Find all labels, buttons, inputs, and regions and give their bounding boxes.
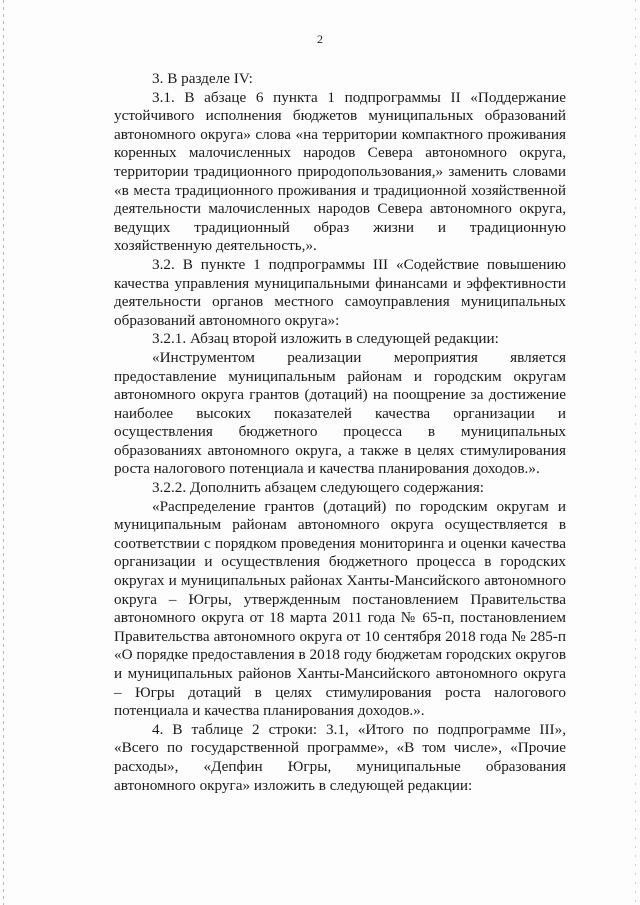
scan-edge-left [3,0,4,905]
document-body [114,70,566,795]
paragraph-4: 4. В таблице 2 строки: 3.1, «Итого по подпрограмме III», «Всего по государственной программе», «В том числе», «Прочие расходы», «Депфин Югры, муниципальные образования автономного округа» изложить в следующей редакции: [114,720,566,794]
page-number: 2 [317,32,323,46]
paragraph-quote-instrument: «Инструментом реализации мероприятия является предоставление муниципальным районам и городским округам автономного округа грантов (дотаций) на поощрение за достижение наиболее высоких показателей качества организации и осуществления бюджетного процесса в муниципальных образованиях автономного округа, а также в целях стимулирования роста налогового потенциала и качества планирования доходов.». [114,348,566,478]
paragraph-3-1: 3.1. В абзаце 6 пункта 1 подпрограммы II «Поддержание устойчивого исполнения бюджетов муниципальных образований автономного округа» слова «на территории компактного проживания коренных малочисленных народов Севера автономного округа, территории традиционного природопользования,» заменить словами «в места традиционного проживания и традиционной хозяйственной деятельности малочисленных народов Севера автономного округа, ведущих традиционный образ жизни и традиционную хозяйственную деятельность,». [114,88,566,255]
paragraph-3-2-1: 3.2.1. Абзац второй изложить в следующей редакции: [152,330,499,348]
paragraph-section-4-heading: 3. В разделе IV: [152,70,253,87]
paragraph-3-2-2: 3.2.2. Дополнить абзацем следующего содержания: [152,479,484,497]
scan-edge-right [635,0,636,905]
paragraph-quote-distribution: «Распределение грантов (дотаций) по городским округам и муниципальным районам автономного округа осуществляется в соответствии с порядком проведения мониторинга и оценки качества организации и осуществления бюджетного процесса в городских округах и муниципальных районах Ханты-Мансийского автономного округа – Югры, утвержденным постановлением Правительства автономного округа от 18 марта 2011 года № 65-п, постановлением Правительства автономного округа от 10 сентября 2018 года № 285-п «О порядке предоставления в 2018 году бюджетам городских округов и муниципальных районов Ханты-Мансийского автономного округа – Югры дотаций в целях стимулирования роста налогового потенциала и качества планирования доходов.». [114,497,566,720]
paragraph-3-2: 3.2. В пункте 1 подпрограммы III «Содействие повышению качества управления муниципальными финансами и эффективности деятельности органов местного самоуправления муниципальных образований автономного округа»: [114,255,566,329]
